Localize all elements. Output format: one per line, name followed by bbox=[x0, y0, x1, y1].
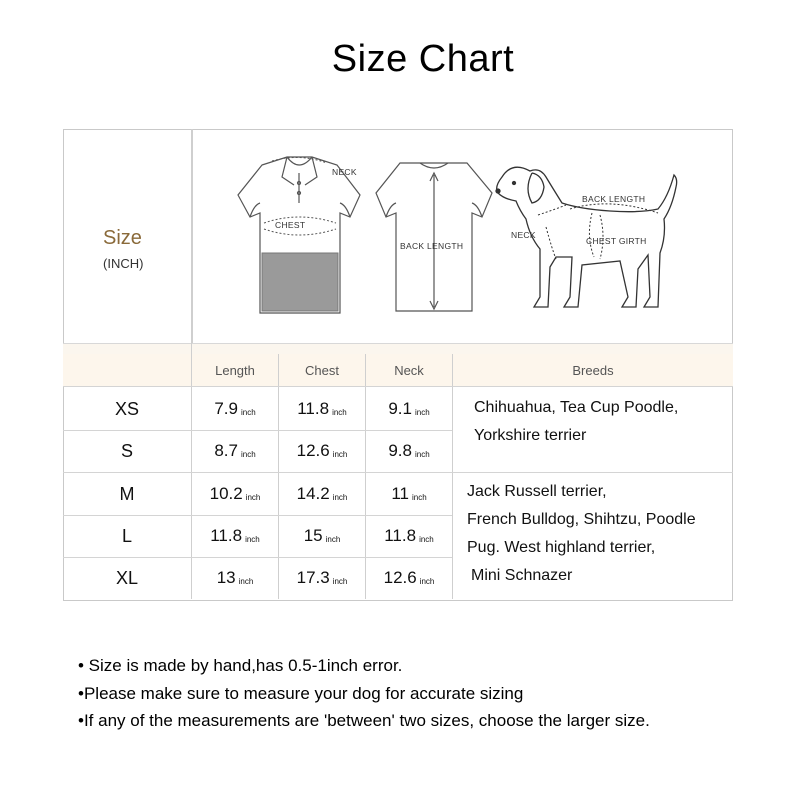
size-column-header bbox=[63, 354, 191, 386]
unit-text: inch bbox=[332, 492, 348, 502]
chest-value: 11.8 bbox=[297, 399, 330, 418]
chest-value: 14.2 bbox=[296, 484, 330, 503]
dog-chest-girth-label: CHEST GIRTH bbox=[586, 236, 647, 246]
dog-neck-label: NECK bbox=[511, 230, 536, 240]
size-header-cell bbox=[63, 129, 193, 344]
grid-line bbox=[63, 472, 733, 473]
unit-text: inch bbox=[332, 449, 348, 459]
shirt-front-illustration bbox=[232, 155, 367, 315]
shirt-back-length-label: BACK LENGTH bbox=[400, 241, 464, 251]
size-cell: L bbox=[121, 525, 132, 546]
unit-text: inch bbox=[411, 492, 427, 502]
neck-cell bbox=[366, 516, 452, 556]
size-label: Size bbox=[103, 227, 142, 249]
breed-line: Jack Russell terrier, bbox=[467, 483, 607, 500]
chest-cell bbox=[279, 558, 365, 598]
breed-line: French Bulldog, Shihtzu, Poodle bbox=[467, 511, 696, 528]
unit-text: inch bbox=[414, 407, 430, 417]
neck-value: 9.8 bbox=[388, 441, 412, 460]
size-cell: M bbox=[119, 483, 135, 504]
length-cell bbox=[192, 474, 278, 514]
table-row bbox=[63, 431, 733, 471]
grid-line bbox=[63, 430, 452, 431]
page-title: Size Chart bbox=[331, 38, 515, 80]
notes-list bbox=[78, 652, 650, 735]
chest-cell bbox=[279, 431, 365, 471]
unit-text: inch bbox=[245, 492, 261, 502]
breeds-column-header: Breeds bbox=[453, 354, 733, 386]
grid-line bbox=[278, 354, 279, 599]
grid-line bbox=[365, 354, 366, 599]
unit-text: inch bbox=[240, 407, 256, 417]
grid-line bbox=[63, 515, 452, 516]
shirt-neck-label: NECK bbox=[332, 167, 357, 177]
grid-line bbox=[63, 557, 452, 558]
size-cell: S bbox=[120, 440, 133, 461]
shirt-back-illustration bbox=[372, 159, 497, 315]
length-cell bbox=[192, 516, 278, 556]
length-cell bbox=[192, 558, 278, 598]
note-item: •If any of the measurements are 'between' two sizes, choose the larger size. bbox=[78, 711, 650, 730]
unit-label: (INCH) bbox=[103, 256, 144, 271]
length-cell bbox=[192, 389, 278, 429]
size-chart-table bbox=[63, 129, 733, 601]
length-value: 13 bbox=[216, 568, 236, 587]
grid-line bbox=[191, 129, 192, 599]
grid-line bbox=[452, 354, 453, 599]
unit-text: inch bbox=[245, 534, 260, 544]
breed-line: Chihuahua, Tea Cup Poodle, bbox=[474, 399, 679, 416]
chest-cell bbox=[279, 516, 365, 556]
breed-line: Mini Schnazer bbox=[471, 567, 573, 584]
length-column-header: Length bbox=[192, 354, 278, 386]
unit-text: inch bbox=[332, 576, 348, 586]
neck-value: 11.8 bbox=[384, 526, 417, 545]
chest-cell bbox=[279, 389, 365, 429]
table-row bbox=[63, 558, 733, 598]
unit-text: inch bbox=[325, 534, 341, 544]
length-value: 11.8 bbox=[210, 526, 243, 545]
unit-text: inch bbox=[419, 534, 434, 544]
note-item: • Size is made by hand,has 0.5-1inch error. bbox=[78, 656, 403, 675]
unit-text: inch bbox=[240, 449, 256, 459]
header-separator bbox=[63, 344, 733, 354]
length-value: 10.2 bbox=[209, 484, 243, 503]
chest-value: 12.6 bbox=[296, 441, 330, 460]
table-row bbox=[63, 474, 733, 514]
chest-column-header: Chest bbox=[279, 354, 365, 386]
length-value: 7.9 bbox=[214, 399, 238, 418]
neck-value: 12.6 bbox=[383, 568, 417, 587]
unit-text: inch bbox=[419, 576, 435, 586]
chest-value: 17.3 bbox=[296, 568, 330, 587]
neck-value: 9.1 bbox=[388, 399, 412, 418]
unit-text: inch bbox=[332, 407, 347, 417]
chest-value: 15 bbox=[303, 526, 323, 545]
length-value: 8.7 bbox=[214, 441, 238, 460]
note-item: •Please make sure to measure your dog for accurate sizing bbox=[78, 683, 524, 703]
measurement-illustrations bbox=[192, 129, 733, 344]
dog-back-length-label: BACK LENGTH bbox=[582, 194, 646, 204]
neck-value: 11 bbox=[391, 484, 409, 503]
breed-line: Pug. West highland terrier, bbox=[467, 539, 656, 556]
size-cell: XL bbox=[115, 567, 139, 588]
grid-line bbox=[63, 386, 733, 387]
neck-cell bbox=[366, 558, 452, 598]
unit-text: inch bbox=[414, 449, 430, 459]
shirt-chest-label: CHEST bbox=[275, 220, 306, 230]
chest-cell bbox=[279, 474, 365, 514]
unit-text: inch bbox=[238, 576, 254, 586]
length-cell bbox=[192, 431, 278, 471]
neck-cell bbox=[366, 474, 452, 514]
neck-column-header: Neck bbox=[366, 354, 452, 386]
size-cell: XS bbox=[114, 398, 139, 419]
neck-cell bbox=[366, 431, 452, 471]
neck-cell bbox=[366, 389, 452, 429]
breed-line: Yorkshire terrier bbox=[474, 427, 587, 444]
